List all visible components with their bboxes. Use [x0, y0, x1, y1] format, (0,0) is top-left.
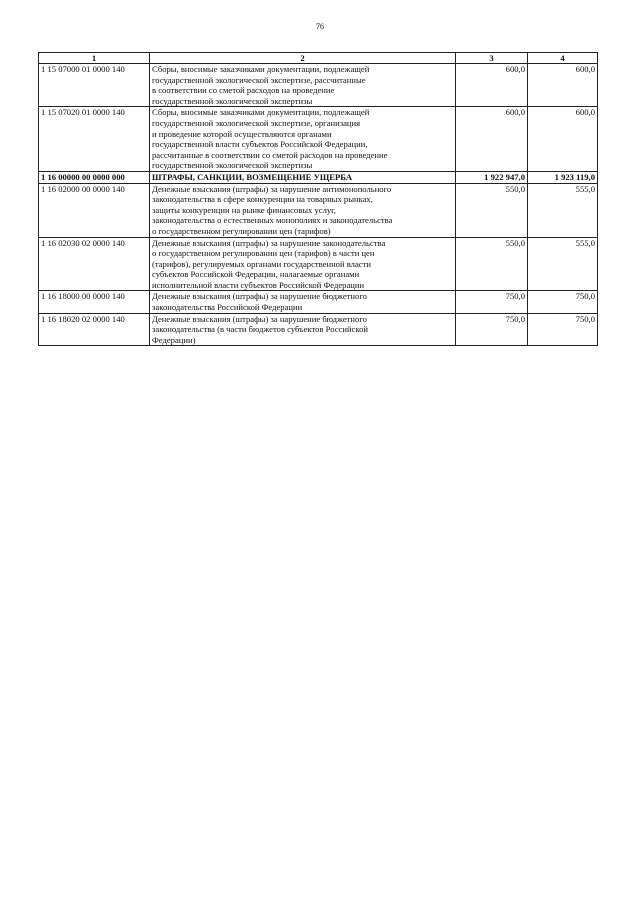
budget-code: 1 16 18000 00 0000 140 — [39, 291, 150, 313]
amount-col-4: 555,0 — [528, 183, 598, 237]
amount-col-4: 600,0 — [528, 107, 598, 172]
table-row — [39, 183, 598, 237]
amount-col-3: 550,0 — [456, 237, 528, 291]
budget-item-name: Денежные взыскания (штрафы) за нарушение законодательства о государственном регулировании цен (тарифов) в части цен (тарифов), регулируемых органами государственной власти субъектов Российской Федерации, налагаемые органами исполнительной власти субъектов Российской Федерации — [150, 237, 456, 291]
budget-item-name: Денежные взыскания (штрафы) за нарушение антимонопольного законодательства в сфере конкуренции на товарных рынках, защиты конкуренции на рынке финансовых услуг, законодательства о естественных монополиях и законодательства о государственном регулировании цен (тарифов) — [150, 183, 456, 237]
table-row — [39, 237, 598, 291]
budget-code: 1 15 07020 01 0000 140 — [39, 107, 150, 172]
table-row — [39, 107, 598, 172]
header-col-4: 4 — [528, 53, 598, 64]
amount-col-4: 750,0 — [528, 291, 598, 313]
amount-col-4: 750,0 — [528, 313, 598, 346]
budget-code: 1 16 02030 02 0000 140 — [39, 237, 150, 291]
amount-col-3: 750,0 — [456, 313, 528, 346]
amount-col-3: 750,0 — [456, 291, 528, 313]
page-number: 76 — [316, 22, 324, 31]
amount-col-3: 550,0 — [456, 183, 528, 237]
budget-code: 1 16 18020 02 0000 140 — [39, 313, 150, 346]
budget-item-name: Сборы, вносимые заказчиками документации, подлежащей государственной экологической экспертизе, организация и проведение которой осуществляются органами государственной власти субъектов Российской Федерации, рассчитанные в соответствии со сметой расходов на проведение государственной экологической экспертизы — [150, 107, 456, 172]
budget-code: 1 16 00000 00 0000 000 — [39, 171, 150, 183]
budget-code: 1 16 02000 00 0000 140 — [39, 183, 150, 237]
table-header-row — [39, 53, 598, 64]
amount-col-3: 600,0 — [456, 107, 528, 172]
header-col-3: 3 — [456, 53, 528, 64]
table-row — [39, 64, 598, 107]
table-row — [39, 313, 598, 346]
header-col-1: 1 — [39, 53, 150, 64]
amount-col-4: 555,0 — [528, 237, 598, 291]
budget-table — [38, 52, 598, 346]
amount-col-3: 600,0 — [456, 64, 528, 107]
budget-item-name: Денежные взыскания (штрафы) за нарушение бюджетного законодательства (в части бюджетов субъектов Российской Федерации) — [150, 313, 456, 346]
amount-col-4: 600,0 — [528, 64, 598, 107]
table-row-section-total — [39, 171, 598, 183]
amount-col-4: 1 923 119,0 — [528, 171, 598, 183]
budget-item-name: Сборы, вносимые заказчиками документации, подлежащей государственной экологической экспертизе, рассчитанные в соответствии со сметой расходов на проведение государственной экологической экспертизы — [150, 64, 456, 107]
amount-col-3: 1 922 947,0 — [456, 171, 528, 183]
budget-code: 1 15 07000 01 0000 140 — [39, 64, 150, 107]
table-row — [39, 291, 598, 313]
header-col-2: 2 — [150, 53, 456, 64]
budget-item-name: Денежные взыскания (штрафы) за нарушение бюджетного законодательства Российской Федерации — [150, 291, 456, 313]
section-title: ШТРАФЫ, САНКЦИИ, ВОЗМЕЩЕНИЕ УЩЕРБА — [150, 171, 456, 183]
